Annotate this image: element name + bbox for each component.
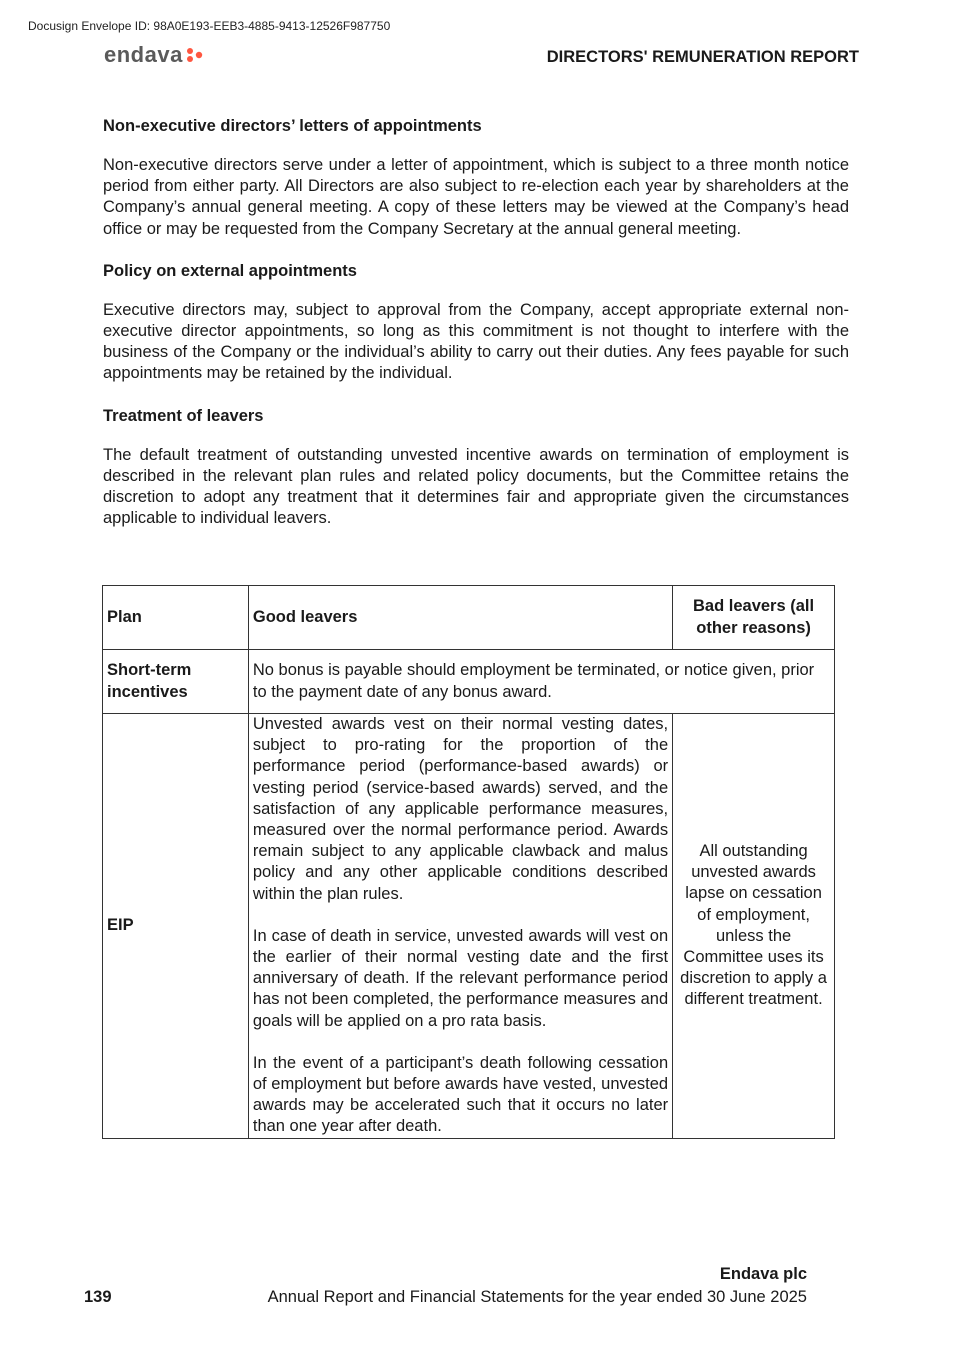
eip-bad-leavers: All outstanding unvested awards lapse on cessation of employment, unless the Committee uses its discretion to apply a different treatment. xyxy=(673,714,835,1139)
logo-mark-icon xyxy=(186,47,204,63)
section-body: Executive directors may, subject to approval from the Company, accept appropriate external non-executive director appointments, so long as this commitment is not thought to interfere with the business of the Company or the individual’s ability to carry out their duties. Any fees payable for such appointments may be retained by the individual. xyxy=(103,300,849,383)
header-plan: Plan xyxy=(103,586,249,650)
plan-name: EIP xyxy=(103,714,249,1139)
main-content xyxy=(103,116,849,550)
page-header-title: DIRECTORS' REMUNERATION REPORT xyxy=(546,48,859,66)
page-number: 139 xyxy=(84,1288,112,1306)
eip-good-leavers xyxy=(248,714,672,1139)
eip-good-leavers-paragraph: Unvested awards vest on their normal vesting dates, subject to pro-rating for the proportion of the performance period (performance-based awards) or vesting period (service-based awards) served, and the satisfaction of any applicable performance measures, measured over the normal performance period. Awards remain subject to any applicable clawback and malus policy and any other applicable conditions described within the plan rules. xyxy=(252,715,669,903)
eip-good-leavers-paragraph: In the event of a participant’s death following cessation of employment but before awards have vested, unvested awards may be accelerated such that it occurs no later than one year after death. xyxy=(252,1053,669,1136)
section-heading: Non-executive directors’ letters of appointments xyxy=(103,117,482,135)
header-bad-leavers: Bad leavers (all other reasons) xyxy=(673,586,835,650)
section-body: Non-executive directors serve under a letter of appointment, which is subject to a three month notice period from either party. All Directors are also subject to re-election each year by shareholders at the Company’s annual general meeting. A copy of these letters may be viewed at the Company’s head office or may be requested from the Company Secretary at the annual general meeting. xyxy=(103,156,849,238)
envelope-id: Docusign Envelope ID: 98A0E193-EEB3-4885-9413-12526F987750 xyxy=(28,19,391,33)
table-row xyxy=(103,714,835,1139)
logo-text: endava xyxy=(104,42,183,67)
table-header-row xyxy=(103,586,835,650)
sti-treatment: No bonus is payable should employment be terminated, or notice given, prior to the payment date of any bonus award. xyxy=(248,650,834,714)
eip-good-leavers-paragraph: In case of death in service, unvested awards will vest on the earlier of their normal vesting date and the first anniversary of death. If the relevant performance period has not been completed, the performance measures and goals will be applied on a pro rata basis. xyxy=(252,926,669,1030)
section-body: The default treatment of outstanding unvested incentive awards on termination of employment is described in the relevant plan rules and related policy documents, but the Committee retains the discretion to adopt any treatment that it determines fair and appropriate given the circumstances applicable to individual leavers. xyxy=(103,445,849,528)
footer-report-title: Annual Report and Financial Statements for the year ended 30 June 2025 xyxy=(267,1288,807,1306)
plan-name: Short-term incentives xyxy=(103,650,249,714)
leavers-table xyxy=(102,585,835,1139)
table-row xyxy=(103,650,835,714)
endava-logo xyxy=(104,42,204,68)
footer-company: Endava plc xyxy=(719,1265,807,1283)
section-heading: Treatment of leavers xyxy=(103,406,264,425)
header-good-leavers: Good leavers xyxy=(248,586,672,650)
section-heading: Policy on external appointments xyxy=(103,261,357,280)
